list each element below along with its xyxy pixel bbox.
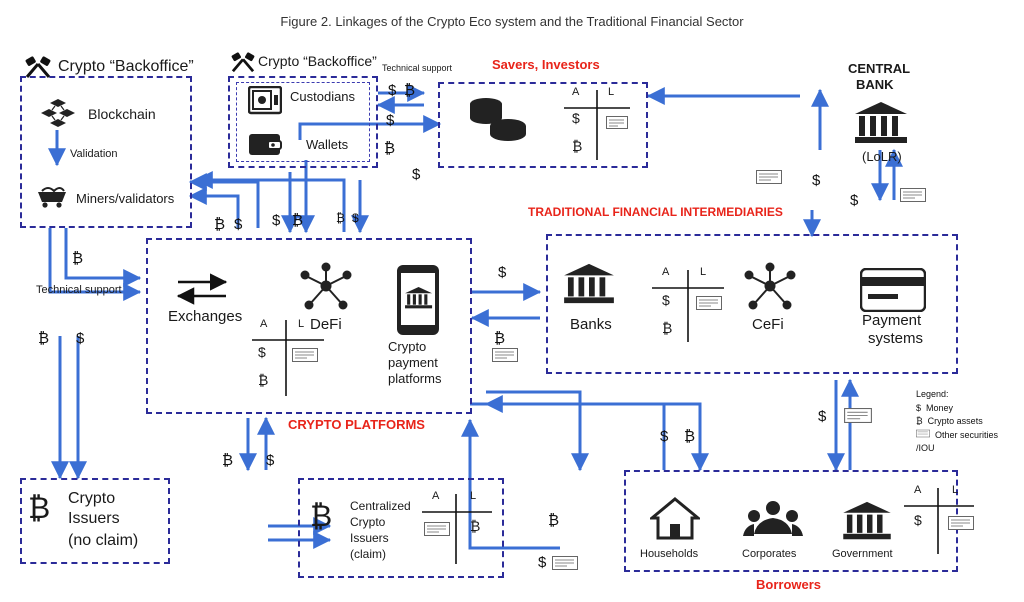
symbol-crypto-br-1: ₿ bbox=[684, 428, 696, 445]
crypto-platforms-title: CRYPTO PLATFORMS bbox=[288, 417, 425, 432]
legend-label-securities: Other securities bbox=[935, 429, 999, 440]
symbol-crypto-bo-5: ₿ bbox=[336, 211, 345, 225]
balance-crypto-symbol: ₿ bbox=[258, 372, 269, 388]
legend-label-money: Money bbox=[926, 402, 954, 413]
miners-validators-label: Miners/validators bbox=[76, 191, 175, 206]
government-label: Government bbox=[832, 548, 893, 560]
validation-label: Validation bbox=[70, 148, 118, 160]
crypto-issuers-label-1: Crypto bbox=[68, 490, 116, 507]
security-note-icon bbox=[900, 188, 926, 207]
crypto-issuers-label-3: (no claim) bbox=[68, 532, 139, 549]
network-nodes-icon bbox=[298, 262, 354, 317]
security-note-icon bbox=[916, 429, 930, 443]
crypto-payment-label-1: Crypto bbox=[388, 339, 427, 354]
legend-title: Legend: bbox=[916, 389, 949, 399]
symbol-money-br-2: $ bbox=[818, 408, 827, 425]
wallets-label: Wallets bbox=[306, 137, 349, 152]
bank-building-icon bbox=[840, 500, 894, 547]
central-bank-title-line2: BANK bbox=[856, 77, 894, 92]
defi-label: DeFi bbox=[310, 316, 342, 333]
cefi-label: CeFi bbox=[752, 316, 784, 333]
security-note-icon bbox=[606, 116, 628, 134]
network-nodes-icon bbox=[742, 262, 798, 317]
payment-systems-label-1: Payment bbox=[862, 312, 922, 329]
symbol-money-bo-2: $ bbox=[386, 112, 395, 129]
central-bank-lolr-label: (LoLR) bbox=[862, 149, 902, 164]
house-icon bbox=[650, 496, 700, 547]
crypto-issuers-label-2: Issuers bbox=[68, 510, 120, 527]
people-group-icon bbox=[742, 500, 804, 547]
balance-money-symbol: $ bbox=[662, 292, 670, 308]
safe-icon bbox=[248, 86, 282, 121]
crypto-backoffice-right-title: Crypto “Backoffice” bbox=[258, 53, 377, 69]
crossed-hammers-icon bbox=[230, 52, 256, 79]
borrowers-balance-sheet bbox=[900, 486, 978, 561]
blockchain-label: Blockchain bbox=[88, 106, 156, 122]
balance-liability-label: L bbox=[700, 266, 707, 278]
balance-asset-label: A bbox=[260, 318, 268, 330]
savers-investors-title: Savers, Investors bbox=[492, 57, 600, 72]
bitcoin-icon: ₿ bbox=[310, 500, 333, 533]
technical-support-left-label: Technical support bbox=[36, 284, 122, 296]
security-note-icon bbox=[844, 408, 872, 428]
bank-building-icon bbox=[853, 100, 909, 151]
borrowers-title: Borrowers bbox=[756, 577, 822, 592]
centralized-issuers-label-3: Issuers bbox=[350, 531, 389, 545]
security-note-icon bbox=[696, 296, 722, 315]
centralized-issuers-label-2: Crypto bbox=[350, 515, 386, 529]
balance-asset-label: A bbox=[914, 484, 922, 496]
legend-symbol-money: $ bbox=[916, 402, 922, 413]
payment-card-icon bbox=[860, 268, 926, 317]
symbol-crypto-ci-1: ₿ bbox=[222, 452, 234, 469]
payment-systems-label-2: systems bbox=[868, 330, 924, 347]
balance-crypto-symbol: ₿ bbox=[662, 320, 673, 336]
balance-liability-label: L bbox=[608, 86, 615, 98]
symbol-money-ci-1: $ bbox=[266, 452, 275, 469]
crypto-payment-label-2: payment bbox=[388, 355, 438, 370]
balance-money-symbol: $ bbox=[914, 512, 922, 528]
mobile-phone-icon bbox=[396, 264, 440, 341]
bitcoin-icon: ₿ bbox=[28, 492, 51, 525]
blockchain-cubes-icon bbox=[38, 98, 78, 133]
savers-balance-sheet bbox=[560, 88, 634, 167]
bank-building-icon bbox=[562, 262, 616, 311]
balance-crypto-symbol: ₿ bbox=[470, 518, 481, 534]
security-note-icon bbox=[948, 516, 974, 535]
legend bbox=[916, 388, 1016, 456]
symbol-money-bo-6: $ bbox=[352, 211, 359, 225]
security-note-icon bbox=[756, 170, 782, 189]
symbol-crypto-cp-1: ₿ bbox=[494, 330, 506, 347]
symbol-money-cb-2: $ bbox=[850, 192, 859, 209]
balance-liability-label: L bbox=[470, 490, 477, 502]
centralized-issuers-label-1: Centralized bbox=[350, 499, 411, 513]
traditional-intermediaries-title: TRADITIONAL FINANCIAL INTERMEDIARIES bbox=[528, 205, 783, 219]
crossed-hammers-icon bbox=[24, 56, 52, 85]
security-note-icon bbox=[424, 522, 450, 541]
symbol-money-cb-1: $ bbox=[812, 172, 821, 189]
legend-item bbox=[916, 415, 1016, 429]
crypto-backoffice-left-title: Crypto “Backoffice” bbox=[58, 58, 194, 75]
banks-balance-sheet bbox=[648, 268, 728, 349]
symbol-crypto-bo-1: ₿ bbox=[404, 82, 416, 99]
symbol-money-bo-1: $ bbox=[388, 82, 397, 99]
symbol-crypto-bo-4: ₿ bbox=[292, 212, 304, 229]
symbol-money-bo-3: $ bbox=[412, 166, 421, 183]
legend-label-crypto: Crypto assets bbox=[927, 416, 983, 426]
symbol-crypto-left-2: ₿ bbox=[38, 330, 50, 347]
legend-symbol-crypto: ₿ bbox=[916, 416, 923, 426]
figure-title: Figure 2. Linkages of the Crypto Eco system and the Traditional Financial Sector bbox=[280, 14, 744, 29]
legend-item bbox=[916, 429, 1016, 443]
centralized-issuers-balance-sheet bbox=[418, 492, 496, 571]
balance-crypto-symbol: ₿ bbox=[572, 138, 583, 154]
crypto-payment-label-3: platforms bbox=[388, 371, 442, 386]
technical-support-top-label: Technical support bbox=[382, 63, 453, 73]
balance-asset-label: A bbox=[662, 266, 670, 278]
banks-label: Banks bbox=[570, 316, 612, 333]
central-bank-title-line1: CENTRAL bbox=[848, 61, 911, 76]
symbol-money-bo-4: $ bbox=[234, 216, 243, 233]
symbol-money-br-1: $ bbox=[660, 428, 669, 445]
crypto-platforms-balance-sheet bbox=[248, 318, 328, 403]
symbol-crypto-ci-2: ₿ bbox=[548, 512, 560, 529]
balance-money-symbol: $ bbox=[258, 344, 266, 360]
miner-cart-icon bbox=[34, 182, 70, 213]
symbol-crypto-bo-3: ₿ bbox=[214, 216, 226, 233]
security-note-icon bbox=[492, 348, 518, 367]
exchanges-label: Exchanges bbox=[168, 308, 243, 325]
wallet-icon bbox=[248, 130, 282, 163]
symbol-money-ci-2: $ bbox=[538, 554, 547, 571]
balance-asset-label: A bbox=[432, 490, 440, 502]
balance-asset-label: A bbox=[572, 86, 580, 98]
centralized-issuers-label-4: (claim) bbox=[350, 547, 386, 561]
symbol-money-cp-1: $ bbox=[498, 264, 507, 281]
balance-money-symbol: $ bbox=[572, 110, 580, 126]
corporates-label: Corporates bbox=[742, 548, 797, 560]
legend-item bbox=[916, 402, 1016, 416]
symbol-crypto-left-1: ₿ bbox=[72, 250, 84, 267]
households-label: Households bbox=[640, 548, 699, 560]
security-note-icon bbox=[552, 556, 578, 575]
balance-liability-label: L bbox=[952, 484, 959, 496]
custodians-label: Custodians bbox=[290, 89, 356, 104]
legend-label-iou: /IOU bbox=[916, 443, 935, 453]
coin-stack-icon bbox=[462, 96, 532, 151]
symbol-crypto-bo-2: ₿ bbox=[384, 140, 396, 157]
security-note-icon bbox=[292, 348, 318, 367]
balance-liability-label: L bbox=[298, 318, 305, 330]
symbol-money-bo-5: $ bbox=[272, 212, 281, 229]
symbol-money-left-1: $ bbox=[76, 330, 85, 347]
